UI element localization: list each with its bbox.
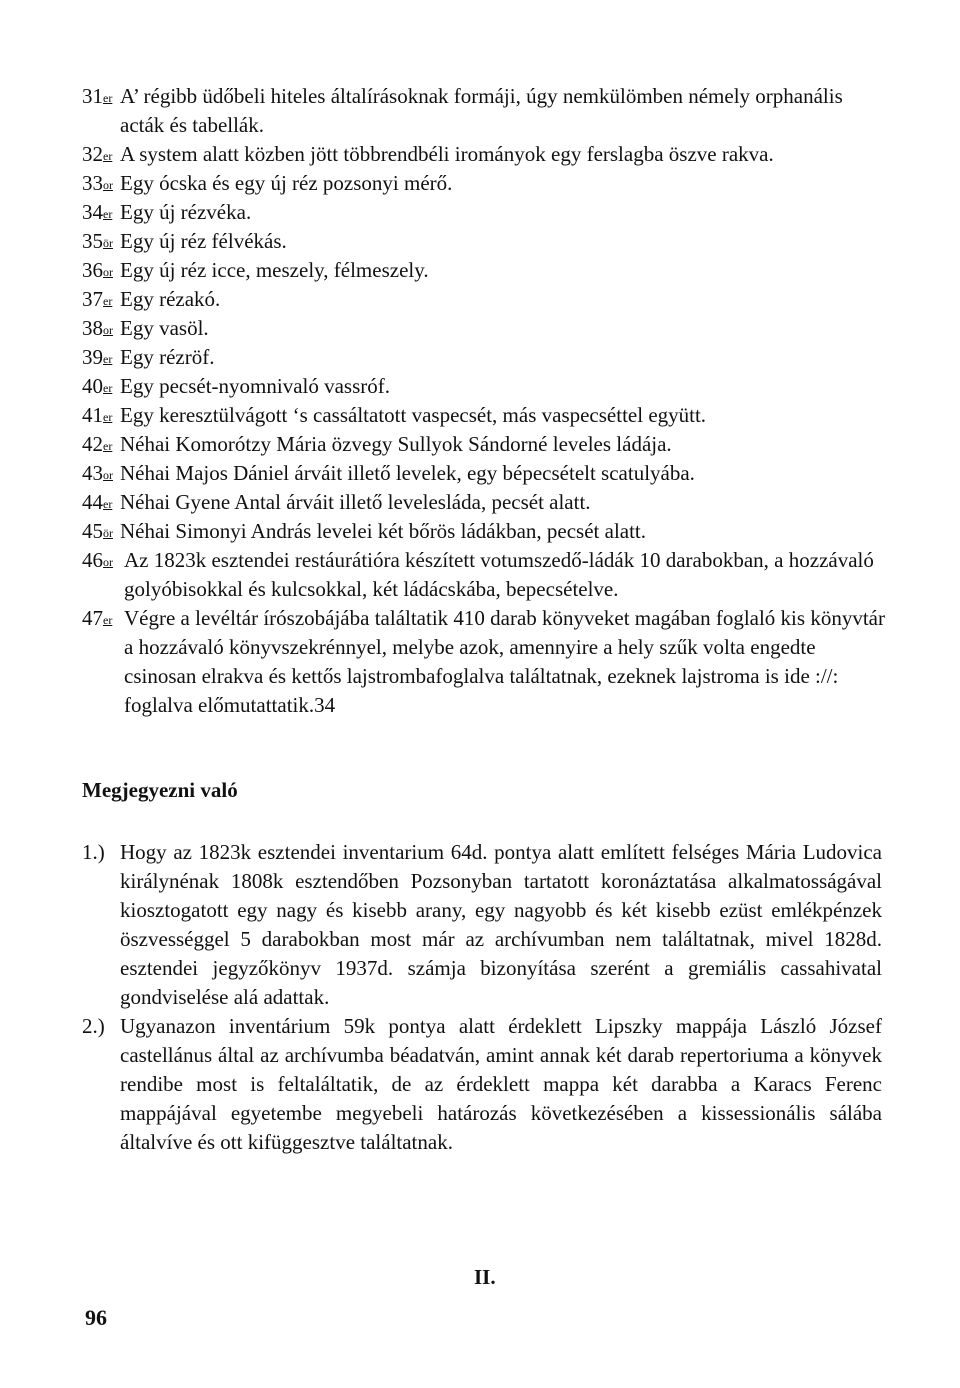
item-text: Néhai Gyene Antal árváit illető levelesláda, pecsét alatt. (120, 490, 591, 514)
item-text: Egy keresztülvágott ‘s cassáltatott vaspecsét, más vaspecséttel együtt. (120, 403, 707, 427)
item-number: $38^{or}$ (82, 316, 113, 340)
list-item (82, 198, 892, 227)
item-number: 37er (82, 287, 113, 311)
list-item (82, 140, 892, 169)
list-item (82, 169, 892, 198)
item-text: Néhai Simonyi András levelei két bőrös ládákban, pecsét alatt. (120, 519, 647, 543)
list-item (82, 459, 892, 488)
item-number: 40er (82, 374, 113, 398)
item-number: $33^{or}$ (82, 171, 113, 195)
list-item (82, 546, 892, 604)
list-item (82, 82, 892, 140)
item-text: Egy ócska és egy új réz pozsonyi mérő. (120, 171, 453, 195)
item-text: A system alatt közben jött többrendbéli irományok egy ferslagba öszve rakva. (120, 142, 774, 166)
item-text: Egy rézakó. (120, 287, 221, 311)
item-number: 39er (82, 345, 113, 369)
item-text: A’ régibb üdőbeli hiteles általírásoknak formáji, úgy nemkülömben némely orphanális acták és tabellák. (120, 84, 843, 137)
list-item (82, 604, 892, 720)
section-heading: Megjegyezni való (82, 778, 238, 802)
list-item (82, 430, 892, 459)
item-number: $46^{or}$ (82, 548, 113, 572)
item-number: $36^{or}$ (82, 258, 113, 282)
item-number: 42er (82, 432, 113, 456)
item-number: $35^{ör}$ (82, 229, 113, 253)
note-item (82, 1012, 882, 1157)
item-text: Egy új réz félvékás. (120, 229, 287, 253)
note-text: Hogy az 1823k esztendei inventarium 64d. pontya alatt említett felséges Mária Ludovica királynénak 1808k esztendőben Pozsonyban tartatott koronáztatása alkalmatosságával kiosztogatott egy nagy és kisebb arany, egy nagyobb és két kisebb ezüst emlékpénzek öszvességgel 5 darabokban most már az archívumban nem találtatnak, mivel 1828d. esztendei jegyzőkönyv 1937d. számja bizonyítása szerént a gremiális cassahivatal gondviselése alá adattak. (120, 840, 882, 1009)
item-number: 34er (82, 200, 113, 224)
section-mark: II. (474, 1265, 496, 1289)
note-number: 2.) (82, 1014, 105, 1038)
item-text: Egy új rézvéka. (120, 200, 252, 224)
item-text: Néhai Komorótzy Mária özvegy Sullyok Sándorné leveles ládája. (120, 432, 672, 456)
note-number: 1.) (82, 840, 105, 864)
item-number: 32er (82, 142, 113, 166)
list-item (82, 517, 892, 546)
list-item (82, 314, 892, 343)
list-item (82, 343, 892, 372)
item-text: Végre a levéltár írószobájába találtatik 410 darab könyveket magában foglaló kis könyvtár a hozzávaló könyvszekrénnyel, melybe azok, amennyire a hely szűk volta engedte csinosan elrakva és kettős lajstrombafoglalva találtatnak, ezeknek lajstroma is ide ://: foglalva előmutattatik.34 (124, 606, 885, 717)
item-text: Egy rézröf. (120, 345, 215, 369)
item-number: 44er (82, 490, 113, 514)
item-number: 47er (82, 606, 113, 630)
item-number: $45^{ör}$ (82, 519, 113, 543)
item-number: 41er (82, 403, 113, 427)
item-text: Néhai Majos Dániel árváit illető levelek, egy bépecsételt scatulyába. (120, 461, 695, 485)
item-number: $43^{or}$ (82, 461, 113, 485)
inventory-list (82, 82, 892, 720)
item-text: Egy vasöl. (120, 316, 209, 340)
notes-list (82, 838, 882, 1157)
page-number: 96 (85, 1305, 107, 1330)
list-item (82, 401, 892, 430)
item-text: Az 1823k esztendei restáurátióra készített votumszedő-ládák 10 darabokban, a hozzávaló golyóbisokkal és kulcsokkal, két ládácskába, bepecsételve. (124, 548, 874, 601)
item-text: Egy új réz icce, meszely, félmeszely. (120, 258, 429, 282)
note-item (82, 838, 882, 1012)
list-item (82, 372, 892, 401)
item-text: Egy pecsét-nyomnivaló vassróf. (120, 374, 391, 398)
list-item (82, 285, 892, 314)
item-number: 31er (82, 84, 113, 108)
note-text: Ugyanazon inventárium 59k pontya alatt érdeklett Lipszky mappája László József castellánus által az archívumba béadatván, amint annak két darab repertoriuma a könyvek rendibe most is feltaláltatik, de az érdeklett mappa két darabba a Karacs Ferenc mappájával egyetembe megyebeli határozás következésében a kissessionális sálába általvíve és ott kifüggesztve találtatnak. (120, 1014, 882, 1154)
list-item (82, 488, 892, 517)
list-item (82, 227, 892, 256)
list-item (82, 256, 892, 285)
